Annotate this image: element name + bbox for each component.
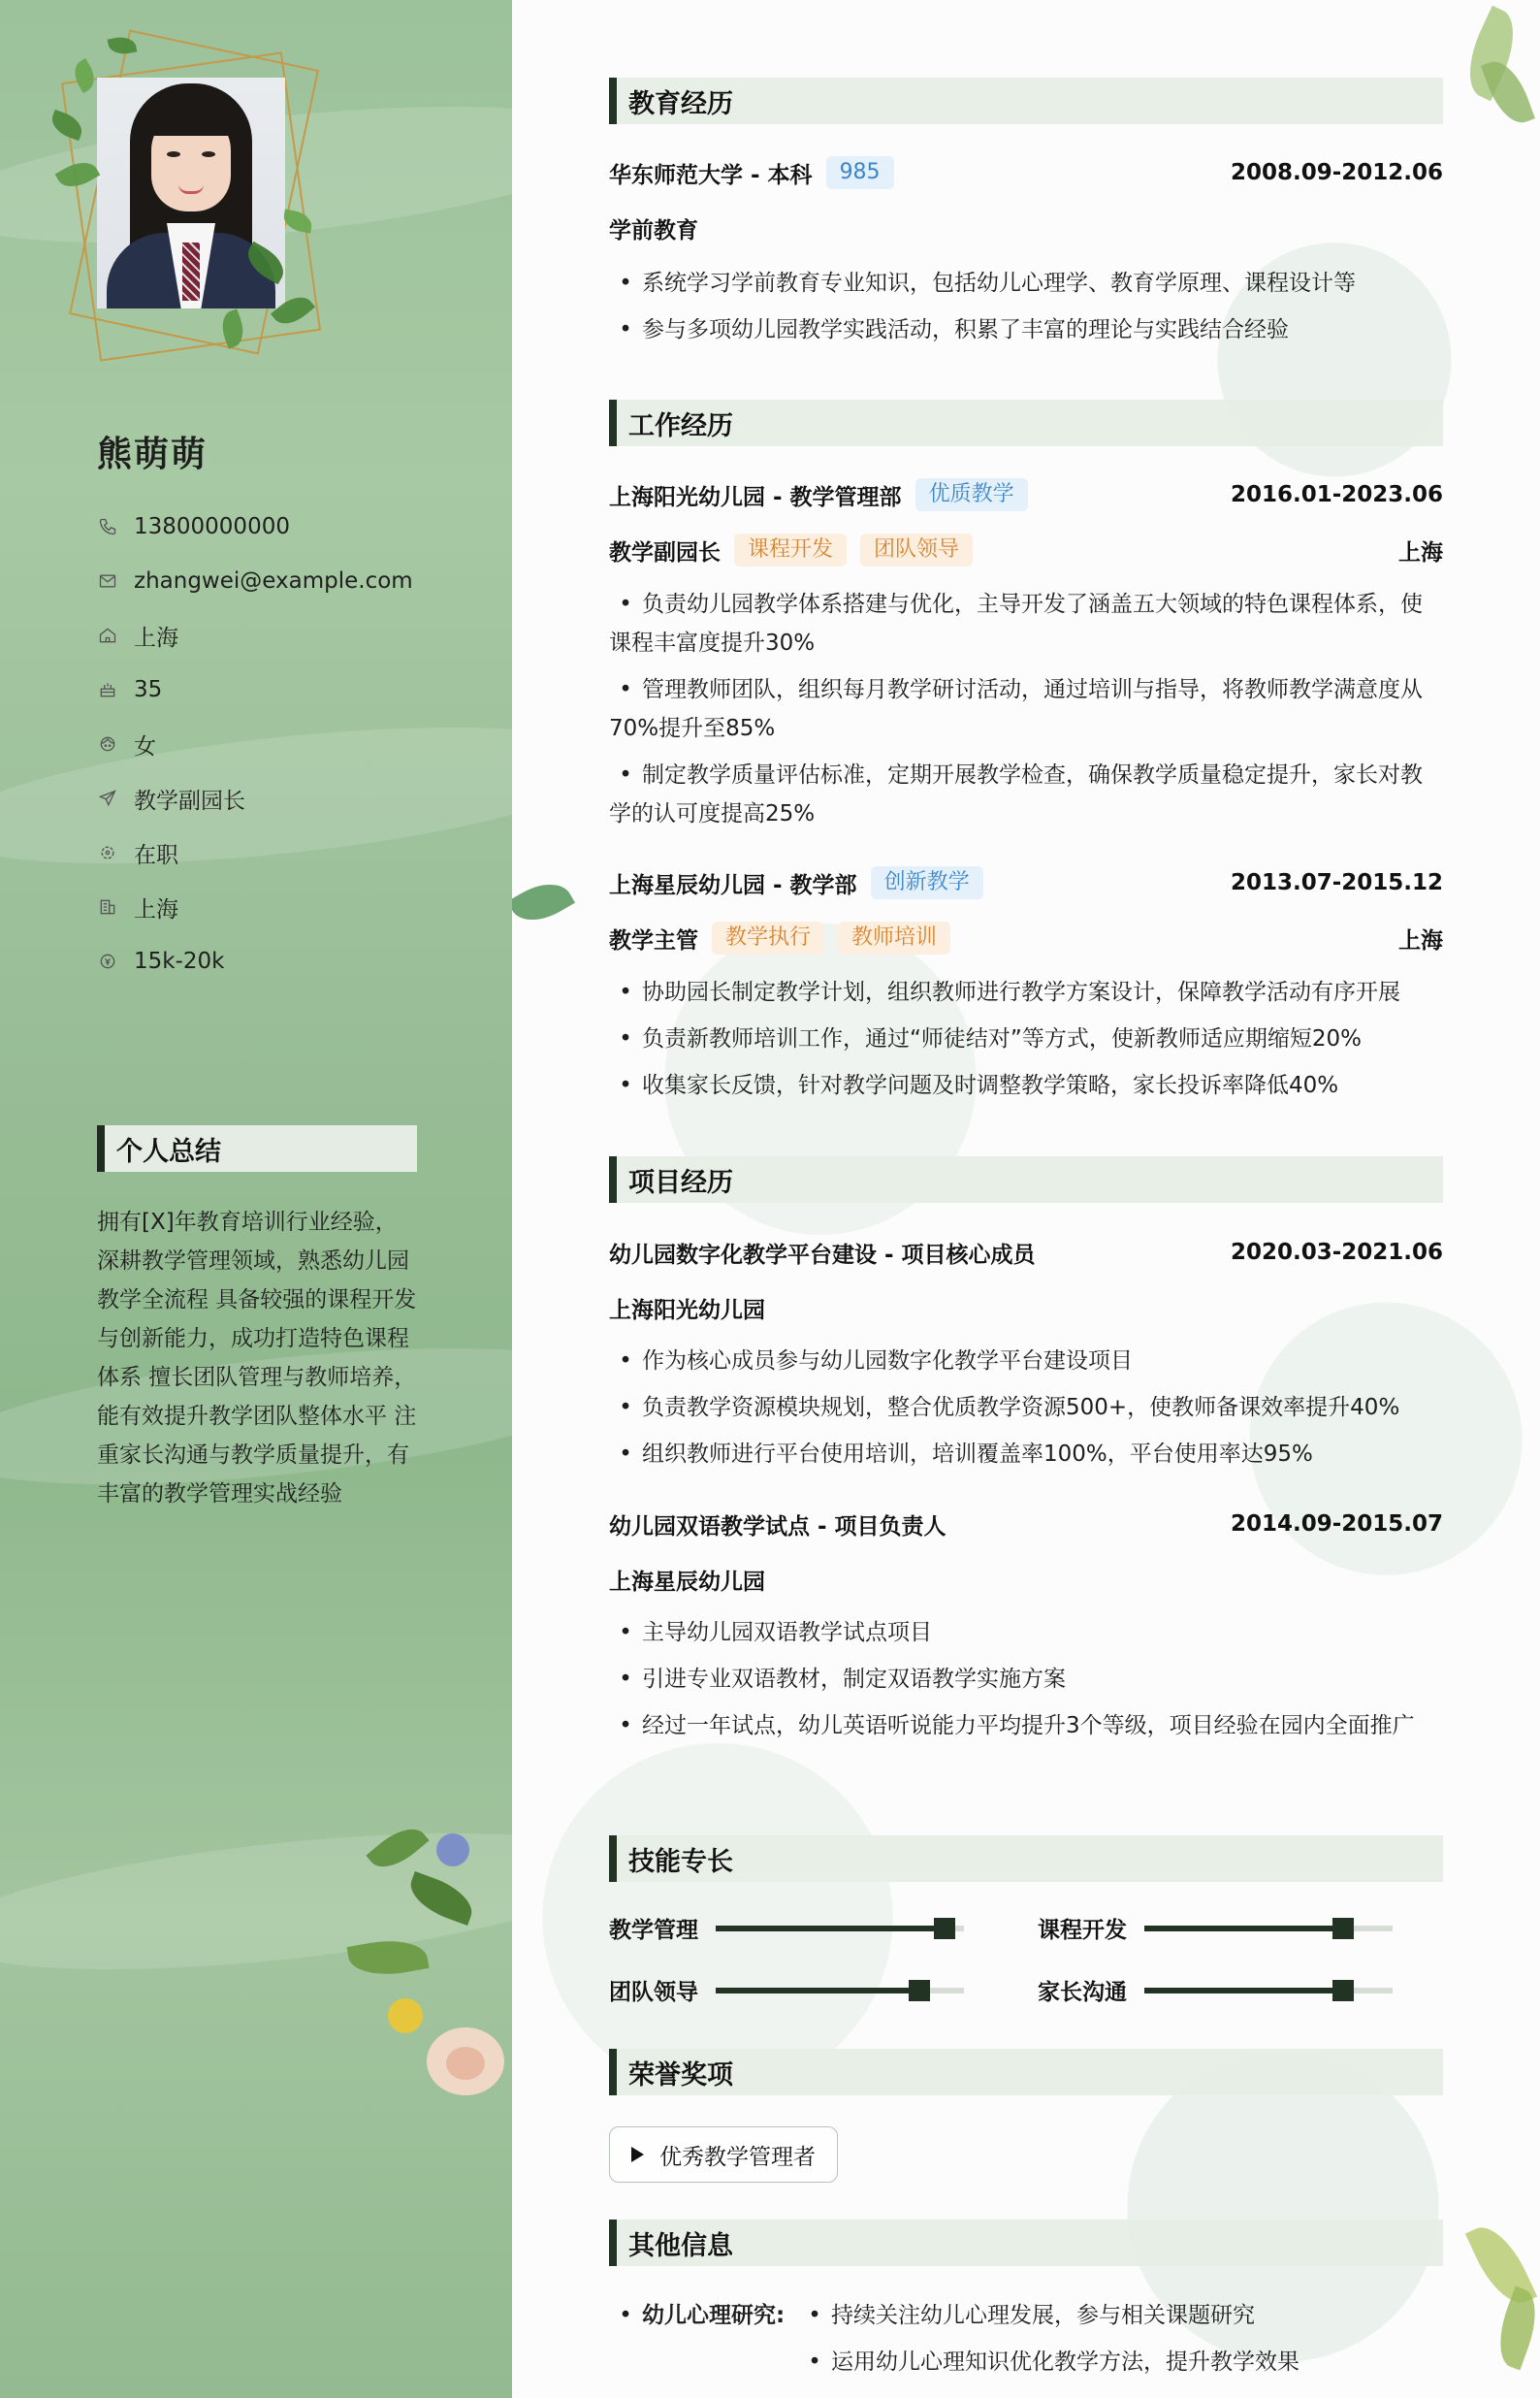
city-row — [97, 880, 413, 934]
salary-row — [97, 934, 413, 988]
project-header — [609, 1505, 1443, 1543]
job-skill-tag: 团队领导 — [860, 534, 973, 567]
skill-bar — [1144, 1926, 1393, 1931]
job-skill-tag: 课程开发 — [734, 534, 847, 567]
project-date: 2020.03-2021.06 — [1230, 1240, 1443, 1265]
face-icon — [97, 733, 118, 755]
play-icon — [631, 2147, 644, 2162]
project-org: 上海阳光幼儿园 — [609, 1297, 765, 1323]
skill-name: 家长沟通 — [1038, 1980, 1127, 2005]
phone-icon — [97, 516, 118, 537]
project-name: 幼儿园数字化教学平台建设 - 项目核心成员 — [609, 1242, 1036, 1268]
job-city: 上海 — [1398, 539, 1443, 566]
skill-bar-knob — [909, 1980, 930, 2001]
education-heading: 教育经历 — [609, 78, 1443, 124]
location-text: 上海 — [134, 625, 178, 651]
skill-bar-knob — [1332, 1980, 1354, 2001]
skill-bar-fill — [716, 1988, 919, 1993]
education-bullet: • 系统学习学前教育专业知识，包括幼儿心理学、教育学原理、课程设计等 — [609, 264, 1443, 303]
job-tag: 创新教学 — [871, 866, 983, 899]
gender-row — [97, 717, 413, 771]
job-bullet: • 收集家长反馈，针对教学问题及时调整教学策略，家长投诉率降低40% — [609, 1066, 1443, 1105]
job-city: 上海 — [1398, 927, 1443, 954]
awards-heading: 荣誉奖项 — [609, 2049, 1443, 2095]
coin-icon — [97, 951, 118, 972]
sidebar — [0, 0, 512, 2398]
other-item: • 持续关注幼儿心理发展，参与相关课题研究 — [808, 2303, 1255, 2328]
avatar — [50, 27, 332, 386]
job-bullet: • 管理教师团队，组织每月教学研讨活动，通过培训与指导，将教师教学满意度从70%提升至85% — [609, 670, 1443, 748]
work-heading: 工作经历 — [609, 400, 1443, 446]
status-row — [97, 826, 413, 880]
project-bullet: • 组织教师进行平台使用培训，培训覆盖率100%，平台使用率达95% — [609, 1435, 1443, 1474]
send-icon — [97, 788, 118, 809]
job-date: 2013.07-2015.12 — [1230, 870, 1443, 895]
job-role: 教学副园长 — [609, 539, 721, 566]
job-bullet: • 负责新教师培训工作，通过“师徒结对”等方式，使新教师适应期缩短20% — [609, 1020, 1443, 1058]
phone-row — [97, 500, 413, 554]
leaf-decoration — [512, 872, 575, 931]
building-icon — [97, 896, 118, 918]
skill-bar-fill — [1144, 1988, 1343, 1993]
email-row — [97, 554, 413, 608]
project-name: 幼儿园双语教学试点 - 项目负责人 — [609, 1513, 946, 1539]
job-date: 2016.01-2023.06 — [1230, 482, 1443, 507]
education-major: 学前教育 — [609, 217, 698, 243]
project-org: 上海星辰幼儿园 — [609, 1569, 765, 1595]
status-text: 在职 — [134, 842, 178, 868]
summary-heading: 个人总结 — [97, 1125, 417, 1172]
job-bullet: • 协助园长制定教学计划，组织教师进行教学方案设计，保障教学活动有序开展 — [609, 973, 1443, 1012]
other-item-text: 持续关注幼儿心理发展，参与相关课题研究 — [831, 2303, 1255, 2328]
summary-text: 拥有[X]年教育培训行业经验，深耕教学管理领域，熟悉幼儿园教学全流程 具备较强的课程开发与创新能力，成功打造特色课程体系 擅长团队管理与教师培养，能有效提升教学团队整体水平 注重家长沟通与教学质量提升，有丰富的教学管理实战经验 — [97, 1210, 417, 1507]
status-icon — [97, 842, 118, 863]
school-tag: 985 — [826, 156, 894, 189]
skill-name: 团队领导 — [609, 1980, 698, 2005]
profile-photo — [97, 78, 285, 308]
education-header — [609, 153, 1443, 192]
leaf-decoration — [1489, 2286, 1540, 2371]
job-role-row — [609, 531, 1443, 569]
age-row — [97, 663, 413, 717]
project-bullet: • 作为核心成员参与幼儿园数字化教学平台建设项目 — [609, 1342, 1443, 1380]
other-label: 幼儿心理研究: — [642, 2303, 786, 2328]
flower-decoration — [349, 1804, 512, 2115]
job-header — [609, 863, 1443, 902]
job-skill-tag: 教师培训 — [838, 922, 950, 955]
job-bullet: • 制定教学质量评估标准，定期开展教学检查，确保教学质量稳定提升，家长对教学的认可度提高25% — [609, 756, 1443, 833]
location-row — [97, 608, 413, 663]
award-label: 优秀教学管理者 — [659, 2144, 816, 2170]
email-text[interactable]: zhangwei@example.com — [134, 568, 413, 594]
main-content — [512, 0, 1540, 2398]
skill-bar — [716, 1926, 964, 1931]
project-bullet: • 主导幼儿园双语教学试点项目 — [609, 1613, 1443, 1652]
other-heading: 其他信息 — [609, 2220, 1443, 2266]
skill-bar — [716, 1988, 964, 1993]
job-header — [609, 475, 1443, 514]
skill-item — [1038, 1974, 1393, 2006]
job-skill-tag: 教学执行 — [712, 922, 824, 955]
contact-info — [97, 500, 413, 988]
job-bullet: • 负责幼儿园教学体系搭建与优化，主导开发了涵盖五大领域的特色课程体系，使课程丰富度提升30% — [609, 585, 1443, 663]
job-company: 上海星辰幼儿园 - 教学部 — [609, 872, 857, 898]
city-text: 上海 — [134, 896, 178, 923]
cake-icon — [97, 679, 118, 700]
skill-name: 课程开发 — [1038, 1918, 1127, 1943]
education-date: 2008.09-2012.06 — [1230, 160, 1443, 185]
project-bullet: • 经过一年试点，幼儿英语听说能力平均提升3个等级，项目经验在园内全面推广 — [609, 1706, 1443, 1745]
phone-text[interactable]: 13800000000 — [134, 514, 290, 539]
award-item[interactable] — [609, 2126, 838, 2183]
skill-bar-knob — [1332, 1918, 1354, 1939]
education-bullet: • 参与多项幼儿园教学实践活动，积累了丰富的理论与实践结合经验 — [609, 310, 1443, 349]
position-row — [97, 771, 413, 826]
project-header — [609, 1233, 1443, 1272]
job-company: 上海阳光幼儿园 - 教学管理部 — [609, 484, 902, 510]
salary-text: 15k-20k — [134, 949, 225, 974]
skill-bar-fill — [1144, 1926, 1343, 1931]
skill-item — [1038, 1912, 1393, 1944]
job-tag: 优质教学 — [915, 478, 1028, 511]
gender-text: 女 — [134, 733, 156, 760]
skill-bar-knob — [934, 1918, 955, 1939]
skill-name: 教学管理 — [609, 1918, 698, 1943]
skill-bar-fill — [716, 1926, 945, 1931]
project-bullet: • 引进专业双语教材，制定双语教学实施方案 — [609, 1660, 1443, 1699]
home-icon — [97, 625, 118, 646]
profile-name: 熊萌萌 — [97, 435, 209, 474]
other-item: • 运用幼儿心理知识优化教学方法，提升教学效果 — [808, 2349, 1299, 2375]
projects-heading: 项目经历 — [609, 1156, 1443, 1203]
skill-item — [609, 1912, 964, 1944]
skill-item — [609, 1974, 964, 2006]
project-date: 2014.09-2015.07 — [1230, 1511, 1443, 1537]
age-text: 35 — [134, 677, 163, 702]
skill-bar — [1144, 1988, 1393, 1993]
other-item-text: 运用幼儿心理知识优化教学方法，提升教学效果 — [831, 2349, 1299, 2375]
job-role: 教学主管 — [609, 927, 698, 954]
other-label-row: • 幼儿心理研究: — [619, 2303, 786, 2328]
mail-icon — [97, 570, 118, 592]
skills-heading: 技能专长 — [609, 1835, 1443, 1882]
position-text: 教学副园长 — [134, 788, 245, 814]
job-role-row — [609, 919, 1443, 957]
project-bullet: • 负责教学资源模块规划，整合优质教学资源500+，使教师备课效率提升40% — [609, 1388, 1443, 1427]
school-name: 华东师范大学 - 本科 — [609, 162, 813, 188]
